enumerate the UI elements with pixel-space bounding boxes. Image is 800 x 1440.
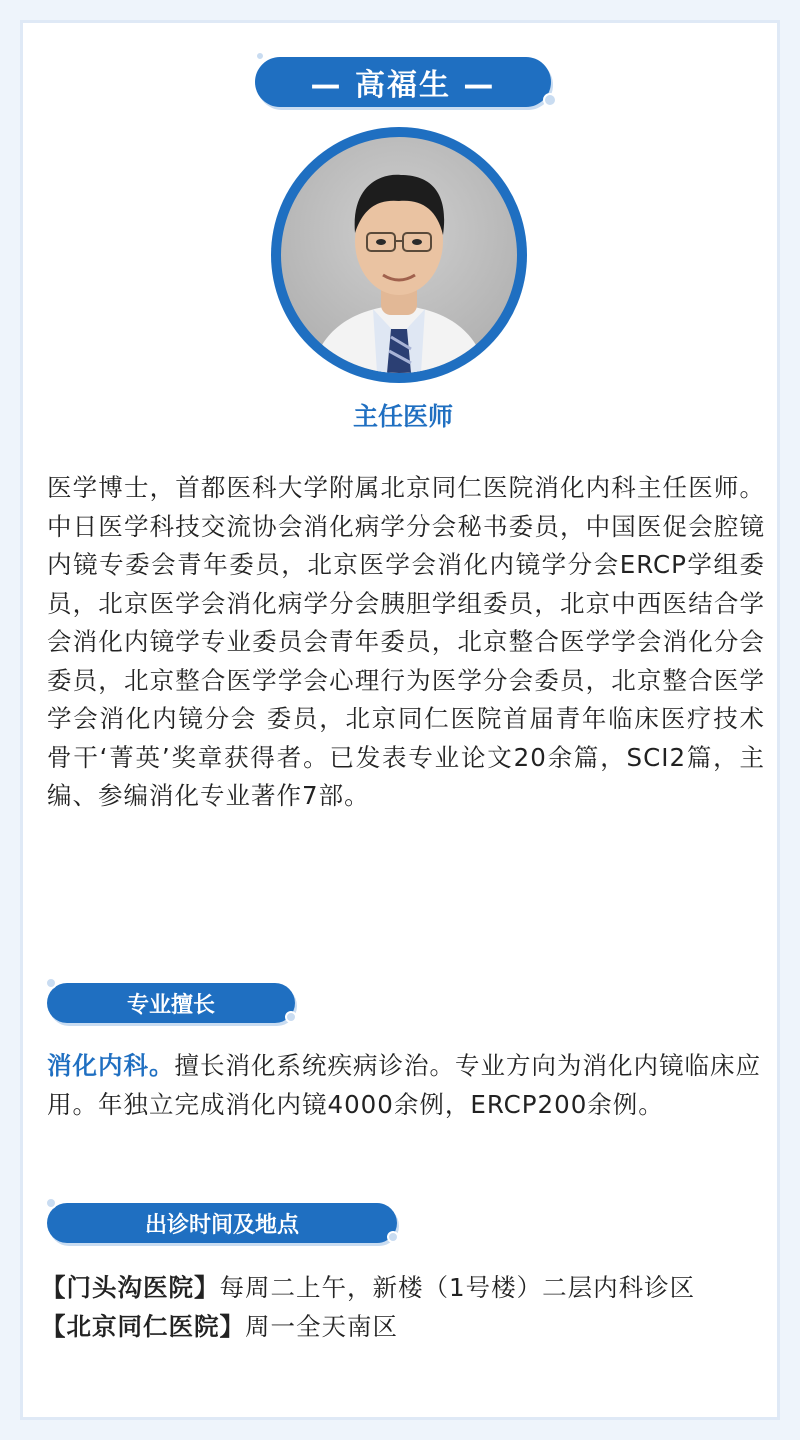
schedule-heading-banner [47, 1203, 397, 1243]
decor-dot [255, 51, 265, 61]
portrait-illustration [281, 137, 517, 373]
doctor-bio: 医学博士，首都医科大学附属北京同仁医院消化内科主任医师。中日医学科技交流协会消化病学分会秘书委员，中国医促会腔镜内镜专委会青年委员，北京医学会消化内镜学分会ERCP学组委员，北京医学会消化病学分会胰胆学组委员，北京中西医结合学会消化内镜学专业委员会青年委员，北京整合医学学会消化分会委员，北京整合医学学会心理行为医学分会委员，北京整合医学学会消化内镜分会 委员，北京同仁医院首届青年临床医疗技术骨干‘菁英’奖章获得者。已发表专业论文20余篇，SCI2篇，主编、参编消化专业著作7部。 [47, 473, 765, 810]
profile-card [20, 20, 780, 1420]
decor-dot [45, 1197, 57, 1209]
schedule-time: 每周二上午，新楼（1号楼）二层内科诊区 [219, 1273, 696, 1302]
schedule-time: 周一全天南区 [245, 1311, 398, 1341]
schedule-entry [41, 1308, 767, 1347]
specialty-heading-banner [47, 983, 295, 1023]
decor-dot [45, 977, 57, 989]
decor-dot [285, 1011, 297, 1023]
schedule-hospital: 【门头沟医院】 [41, 1273, 220, 1302]
doctor-portrait [281, 137, 517, 373]
portrait-frame [271, 127, 527, 383]
schedule-entry [41, 1269, 767, 1308]
schedule-heading: 出诊时间及地点 [144, 1212, 299, 1238]
specialty-description: 擅长消化系统疾病诊治。专业方向为消化内镜临床应用。年独立完成消化内镜4000余例，ERCP200余例。 [47, 1051, 761, 1119]
decor-dot [543, 93, 557, 107]
doctor-title: 主任医师 [352, 402, 453, 431]
schedule-list [41, 1269, 767, 1346]
specialty-text [47, 1047, 767, 1124]
doctor-name-banner [255, 57, 551, 107]
schedule-hospital: 【北京同仁医院】 [41, 1311, 245, 1341]
specialty-heading: 专业擅长 [126, 992, 215, 1018]
specialty-department: 消化内科。 [47, 1051, 175, 1080]
doctor-name: — 高福生 — [310, 68, 496, 103]
decor-dot [387, 1231, 399, 1243]
